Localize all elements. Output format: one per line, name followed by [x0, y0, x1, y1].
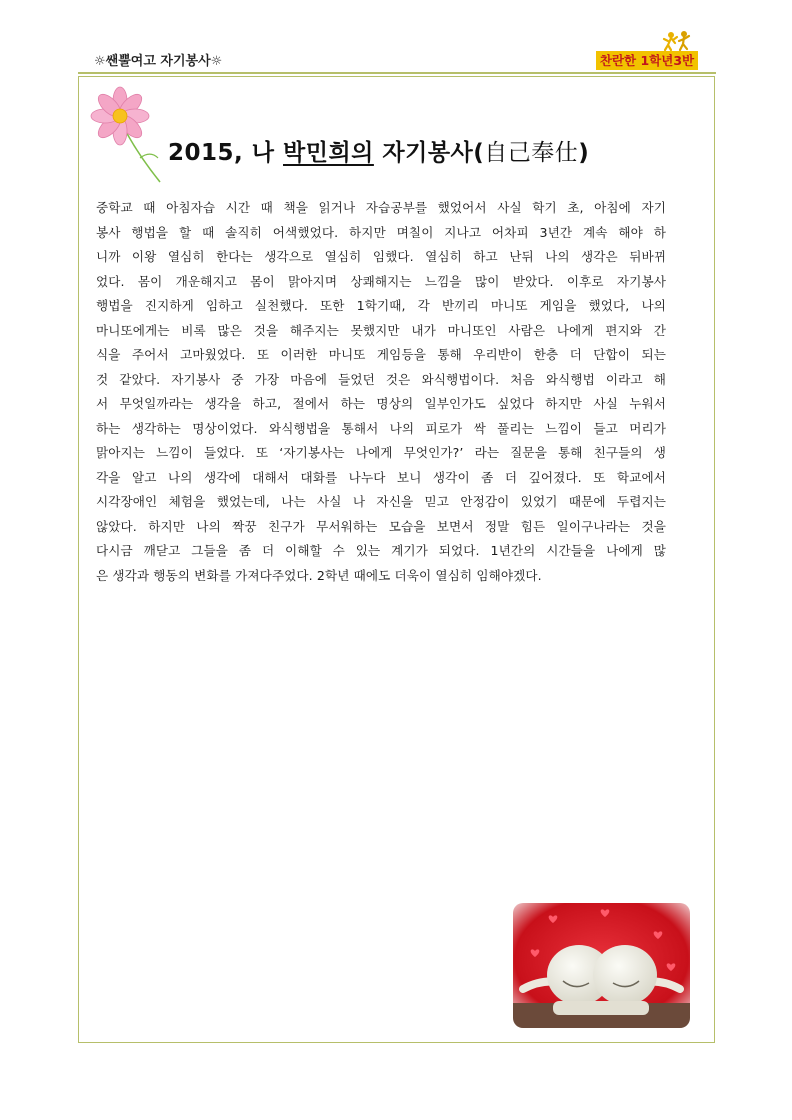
body-line: 었다. 몸이 개운해지고 몸이 맑아지며 상쾌해지는 느낌을 많이 받았다. 이후로 자기봉사: [96, 273, 666, 289]
title-number: 2015,: [168, 140, 244, 166]
body-line: 맑아지는 느낌이 들었다. 또 ‘자기봉사는 나에게 무엇인가?’ 라는 질문을 통해 친구들의 생: [96, 445, 666, 460]
body-line: 각을 알고 나의 생각에 대해서 대화를 나누다 보니 생각이 좀 더 깊어졌다. 또 학교에서: [96, 469, 666, 485]
header-right-block: [596, 30, 698, 70]
body-line: 니까 이왕 열심히 한다는 생각으로 열심히 임했다. 열심히 하고 난뒤 나의 생각은 뒤바뀌: [96, 249, 666, 264]
body-line: 중학교 때 아침자습 시간 때 책을 읽거나 자습공부를 했었어서 사실 학기 초, 아침에 자기: [96, 200, 666, 215]
title-hanja: 自己奉仕: [484, 140, 579, 166]
title-name: 박민희의: [283, 140, 374, 166]
document-body: [96, 196, 666, 588]
document-title: [168, 134, 589, 167]
cosmos-flower-icon: [88, 86, 168, 186]
header-divider: [78, 72, 716, 74]
title-close: ): [578, 140, 590, 166]
body-line: 것 같았다. 자기봉사 중 가장 마음에 들었던 것은 와식행법이다. 처음 와식행법 이라고 해: [96, 371, 666, 387]
dancing-figures-icon: [662, 30, 692, 52]
body-line: 행법을 진지하게 임하고 실천했다. 또한 1학기때, 각 반끼리 마니또 게임을 했었다, 나의: [96, 298, 666, 313]
body-line: 다시금 깨닫고 그들을 좀 더 이해할 수 있는 계기가 되었다. 1년간의 시간들을 나에게 많: [96, 543, 666, 558]
body-line: 서 무엇일까라는 생각을 하고, 절에서 하는 명상의 일부인가도 싶었다 하지만 사실 누워서: [96, 396, 666, 411]
body-line: 시각장애인 체험을 했었는데, 나는 사실 나 자신을 믿고 안정감이 있었기 때문에 두렵지는: [96, 494, 666, 509]
body-line: 하는 생각하는 명상이었다. 와식행법을 통해서 나의 피로가 싹 풀리는 느낌이 들고 머리가: [96, 420, 666, 436]
header-left-title: ☼쌘뿔여고 자기봉사☼: [94, 54, 223, 69]
title-suffix: 자기봉사(: [382, 140, 485, 166]
body-line: 않았다. 하지만 나의 짝꿍 친구가 무서워하는 모습을 보면서 정말 힘든 일이구나라는 것을: [96, 518, 666, 534]
title-prefix: 나: [251, 140, 275, 166]
body-line: 은 생각과 행동의 변화를 가져다주었다. 2학년 때에도 더욱이 열심히 임해야겠다.: [96, 567, 542, 583]
body-line: 마니또에게는 비록 많은 것을 해주지는 못했지만 내가 마니또인 사람은 나에게 편지와 간: [96, 322, 666, 338]
body-line: 봉사 행법을 할 때 솔직히 어색했었다. 하지만 며칠이 지나고 어차피 3년간 계속 해야 하: [96, 224, 666, 240]
hugging-figures-icon: [513, 903, 690, 1028]
body-line: 식을 주어서 고마웠었다. 또 이러한 마니또 게임등을 통해 우리반이 한층 더 단합이 되는: [96, 347, 666, 362]
class-badge: 찬란한 1학년3반: [596, 51, 698, 70]
hugging-figures-photo: [513, 903, 690, 1028]
